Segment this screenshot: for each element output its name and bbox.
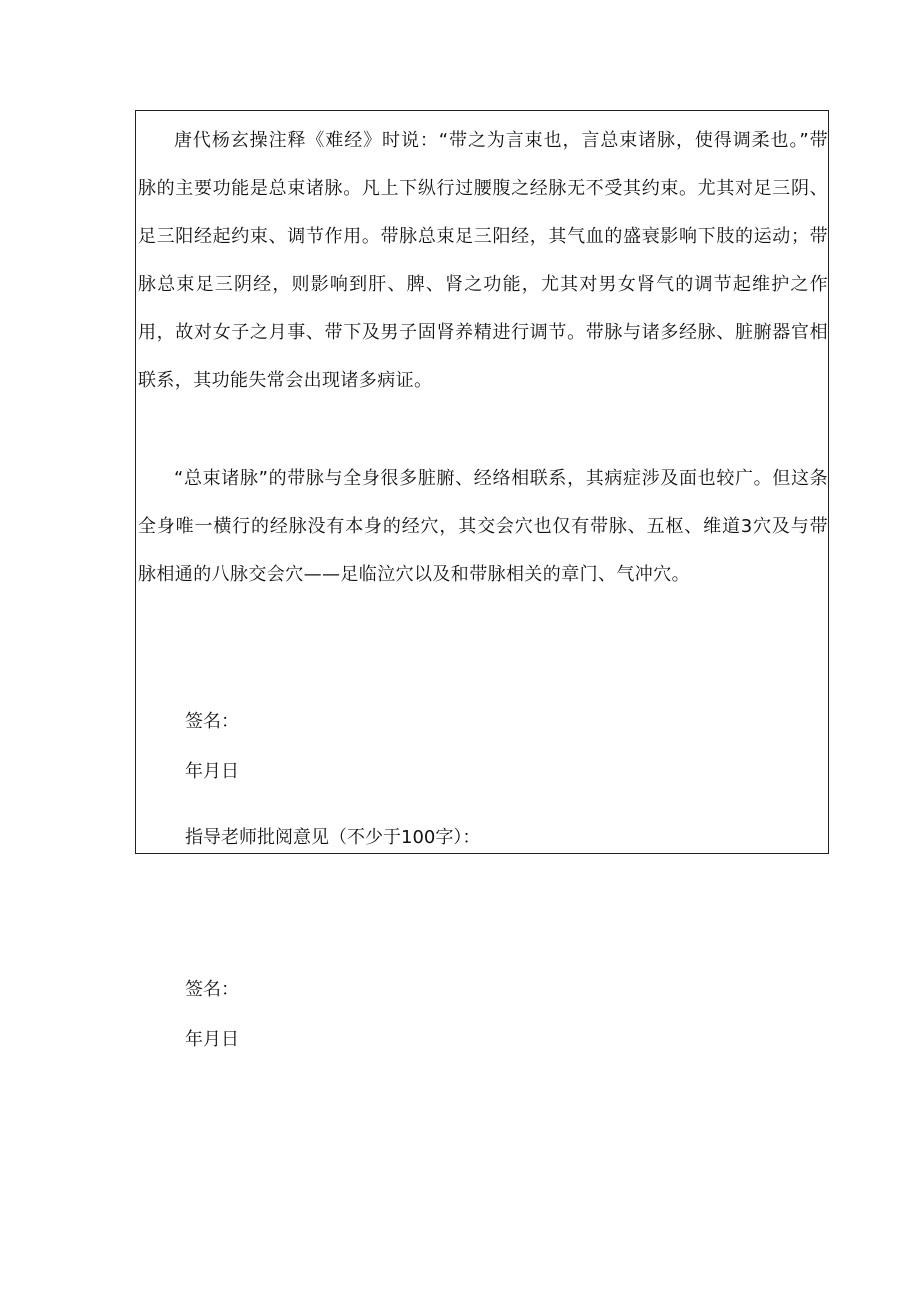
body-paragraph-1: 唐代杨玄操注释《难经》时说：“带之为言束也，言总束诸脉，使得调柔也。”带脉的主要功能是总束诸脉。凡上下纵行过腰腹之经脉无不受其约束。尤其对足三阴、足三阳经起约束、调节作用。带脉总束足三阳经，其气血的盛衰影响下肢的运动；带脉总束足三阴经，则影响到肝、脾、肾之功能，尤其对男女肾气的调节起维护之作用，故对女子之月事、带下及男子固肾养精进行调节。带脉与诸多经脉、脏腑器官相联系，其功能失常会出现诸多病证。 <box>138 130 828 391</box>
student-date-label: 年月日 <box>185 761 239 782</box>
teacher-review-label: 指导老师批阅意见（不少于100字）： <box>185 827 481 848</box>
student-signature-label: 签名： <box>185 711 239 732</box>
teacher-date-label: 年月日 <box>185 1029 239 1050</box>
body-paragraph-2: “总束诸脉”的带脉与全身很多脏腑、经络相联系，其病症涉及面也较广。但这条全身唯一横行的经脉没有本身的经穴，其交会穴也仅有带脉、五枢、维道3穴及与带脉相通的八脉交会穴——足临泣穴以及和带脉相关的章门、气冲穴。 <box>138 468 828 585</box>
teacher-signature-label: 签名： <box>185 979 239 1000</box>
